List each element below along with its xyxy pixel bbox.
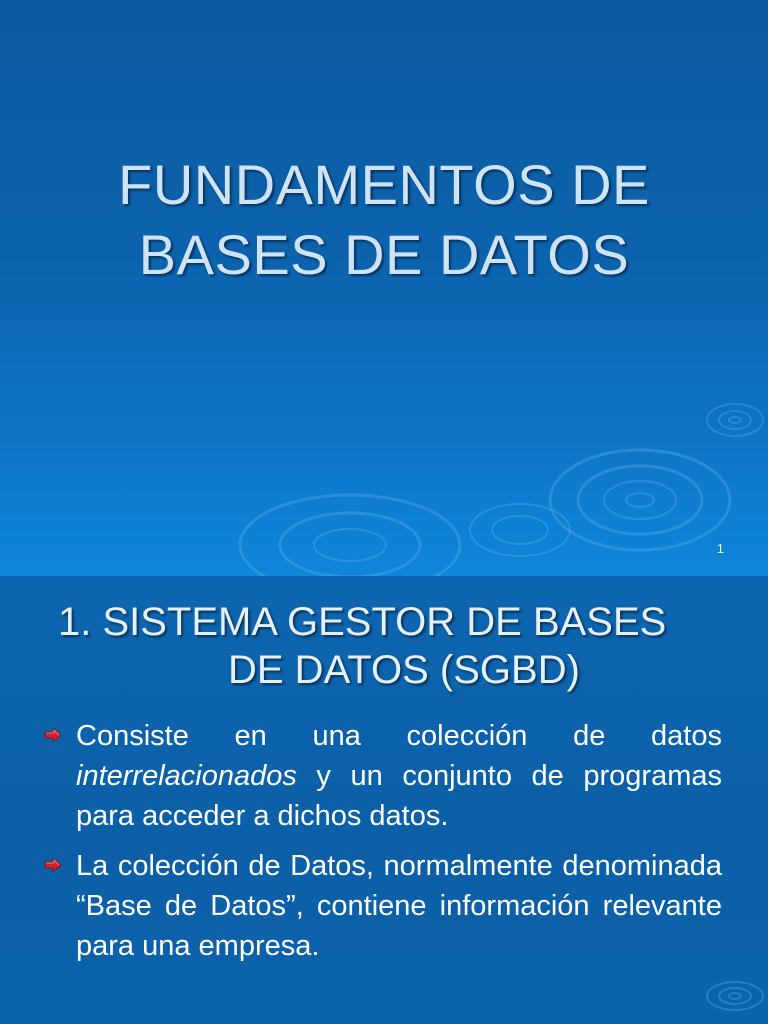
bullet-text-1a: Consiste en una colección de datos (76, 720, 722, 752)
title-line-1: FUNDAMENTOS DE (118, 153, 650, 216)
bullet-text-1-italic: interrelacionados (76, 760, 297, 792)
bullet-text-2: La colección de Datos, normalmente denominada “Base de Datos”, contiene información relevante para una empresa. (76, 850, 722, 962)
title-line-2: BASES DE DATOS (138, 223, 630, 286)
slide-heading (58, 598, 738, 694)
list-item (44, 846, 722, 966)
presentation-title (0, 150, 768, 290)
heading-line-2: DE DATOS (SGBD) (228, 648, 580, 692)
bullet-arrow-icon (44, 728, 62, 742)
content-slide (0, 576, 768, 1024)
list-item (44, 716, 722, 836)
page-number: 1 (716, 541, 724, 556)
heading-line-1: 1. SISTEMA GESTOR DE BASES (58, 600, 667, 644)
bullet-list (44, 716, 722, 976)
bullet-text-1b: y un conjunto de programas para acceder a dichos datos. (76, 760, 722, 832)
bullet-arrow-icon (44, 858, 62, 872)
